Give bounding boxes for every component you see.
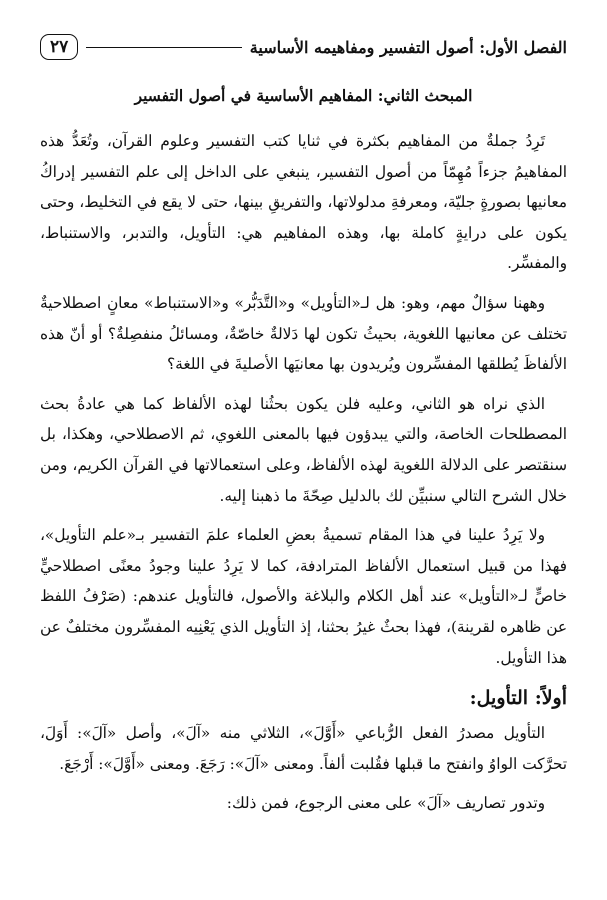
paragraph-intro: تَرِدُ جملةٌ من المفاهيم بكثرة في ثنايا كتب التفسير وعلوم القرآن، وتُعَدُّ هذه المفاهيمُ جزءاً مُهِمّاً من أصول التفسير، ينبغي على الداخل إلى علم التفسير إدراكُ معانيها بصورةٍ جليّة، ومعرفةِ مدلولاتها، والتفريقِ بينها، حتى لا يقع في التخليط، وحتى يكون على درايةٍ كاملة بها، وهذه المفاهيم هي: التأويل، والتدبر، والاستنباط، والمفسِّر. [40,132,567,273]
paragraph-derivations: وتدور تصاريف «آلَ» على معنى الرجوع، فمن ذلك: [226,794,545,813]
subheading-tawil: أولاً: التأويل: [469,687,567,710]
paragraph-question: وههنا سؤالٌ مهم، وهو: هل لـ«التأويل» و«التَّدَبُّر» و«الاستنباط» معانٍ اصطلاحيةٌ تختلف عن معانيها اللغوية، بحيثُ تكون لها دَلالةٌ خاصّةٌ، ومسائلُ منفصِلةٌ؟ أو أنّ هذه الألفاظَ يُطلقها المفسِّرون ويُريدون بها معانيَها الأصليةَ في اللغة؟ [40,293,567,374]
running-title: الفصل الأول: أصول التفسير ومفاهيمه الأساسية [249,37,567,57]
body-text [40,126,567,828]
paragraph-answer: الذي نراه هو الثاني، وعليه فلن يكون بحثُنا لهذه الألفاظ كما هي عادةُ بحث المصطلحات الخاصة، والتي يبدؤون فيها بالمعنى اللغوي، ثم الاصطلاحي، وهكذا، بل سنقتصر على الدلالة اللغوية لهذه الألفاظ، وعلى استعمالاتها في القرآن الكريم، ومن خلال الشرح التالي سنبيِّن لك بالدليل صِحّةَ ما ذهبنا إليه. [40,394,567,505]
paragraph-note: ولا يَرِدُ علينا في هذا المقام تسميةُ بعضِ العلماء علمَ التفسير بـ«علم التأويل»، فهذا من قبيل استعمال الألفاظ المترادفة، كما لا يَرِدُ علينا وجودُ معنًى اصطلاحيٍّ خاصٍّ لـ«التأويل» عند أهل الكلام والبلاغة والأصول، فالتأويل عندهم: (صَرْفُ اللفظ عن ظاهره لقرينة)، فهذا بحثٌ غيرُ بحثنا، إذ التأويل الذي يَعْنِيه المفسِّرون مختلفٌ عن هذا التأويل. [40,526,567,667]
section-heading: المبحث الثاني: المفاهيم الأساسية في أصول التفسير [134,86,473,105]
header-rule [86,47,242,48]
paragraph-definition: التأويل مصدرُ الفعل الرُّباعي «أَوَّلَ»، الثلاثي منه «آلَ»، وأصل «آلَ»: أَوَلَ، تحرَّكت الواوُ وانفتح ما قبلها فقُلبت ألفاً. ومعنى «آلَ»: رَجَعَ. ومعنى «أَوَّلَ»: أَرْجَعَ. [40,724,567,773]
running-header [40,30,567,64]
page-number: ٢٧ [40,34,78,60]
